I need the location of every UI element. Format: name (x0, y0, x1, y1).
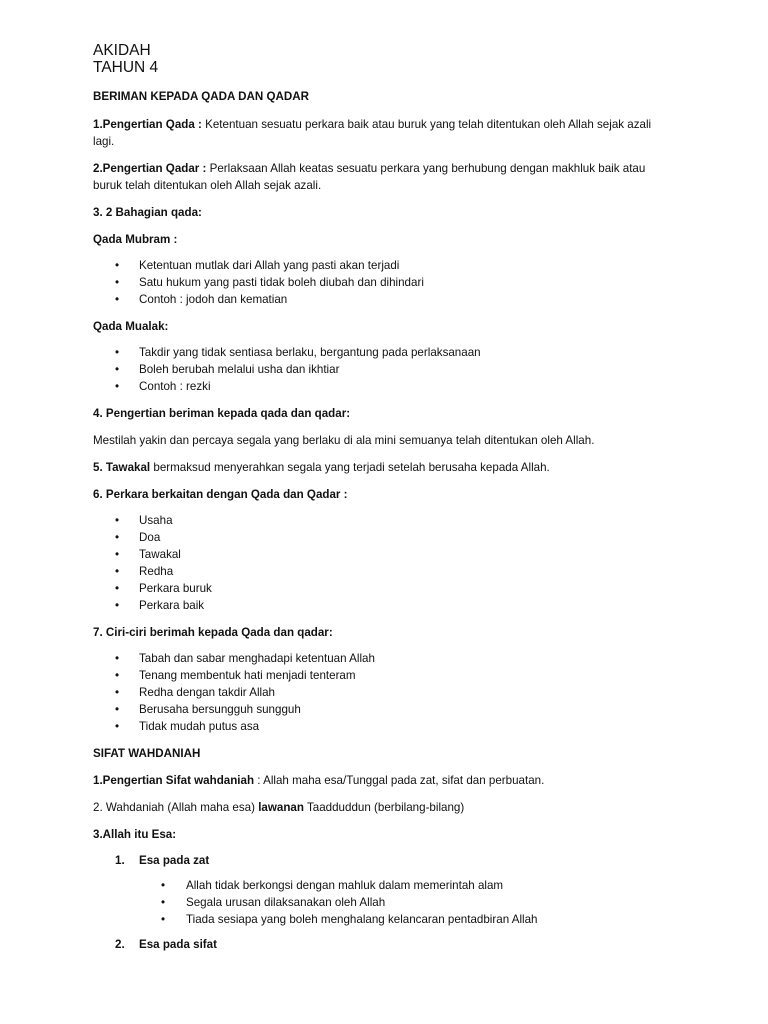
list-item: • Redha (93, 563, 673, 580)
heading-pengertian-beriman: 4. Pengertian beriman kepada qada dan qadar: (93, 407, 351, 420)
heading-allah-itu-esa: 3.Allah itu Esa: (93, 828, 177, 841)
item-label: Esa pada zat (139, 854, 210, 867)
list-item: • Perkara baik (93, 597, 673, 614)
list-item: • Redha dengan takdir Allah (93, 684, 673, 701)
document-title (93, 42, 673, 76)
list-item: • Boleh berubah melalui usha dan ikhtiar (93, 361, 673, 378)
list-perkara-berkaitan (93, 512, 673, 614)
list-qada-mualak (93, 344, 673, 395)
definition-qada-text: Ketentuan sesuatu perkara baik atau buruk yang telah ditentukan oleh Allah sejak azali lagi. (93, 118, 652, 148)
definition-sifat-wahdaniah-label: 1.Pengertian Sifat wahdaniah (93, 774, 255, 787)
list-item: • Tenang membentuk hati menjadi tenteram (93, 667, 673, 684)
definition-qadar (93, 160, 673, 194)
wahdaniah-prefix: 2. Wahdaniah (Allah maha esa) (93, 801, 259, 814)
sublist-esa-zat (139, 877, 673, 928)
text-wahdaniah-lawanan (93, 799, 673, 816)
definition-qadar-text: Perlaksaan Allah keatas sesuatu perkara yang berhubung dengan makhluk baik atau buruk telah ditentukan oleh Allah sejak azali. (93, 162, 646, 192)
heading-qada-mualak: Qada Mualak: (93, 320, 169, 333)
title-year: TAHUN 4 (93, 59, 159, 76)
definition-sifat-wahdaniah-text: : Allah maha esa/Tunggal pada zat, sifat dan perbuatan. (254, 774, 545, 787)
heading-qada-mubram: Qada Mubram : (93, 233, 178, 246)
list-item: • Takdir yang tidak sentiasa berlaku, bergantung pada perlaksanaan (93, 344, 673, 361)
wahdaniah-lawanan-word: lawanan (258, 801, 304, 814)
numbered-item-esa-sifat (93, 936, 673, 953)
list-item: • Segala urusan dilaksanakan oleh Allah (139, 894, 673, 911)
definition-qada (93, 116, 673, 150)
item-number: 1. (115, 854, 125, 867)
section-heading-qada-qadar: BERIMAN KEPADA QADA DAN QADAR (93, 90, 309, 103)
list-item: • Satu hukum yang pasti tidak boleh diubah dan dihindari (93, 274, 673, 291)
item-number: 2. (115, 938, 125, 951)
numbered-item-esa-zat (93, 852, 673, 928)
list-item: • Berusaha bersungguh sungguh (93, 701, 673, 718)
list-item: • Tidak mudah putus asa (93, 718, 673, 735)
definition-qadar-label: 2.Pengertian Qadar : (93, 162, 207, 175)
title-subject: AKIDAH (93, 42, 151, 59)
list-ciri-ciri (93, 650, 673, 735)
list-allah-itu-esa (93, 852, 673, 953)
heading-perkara-berkaitan: 6. Perkara berkaitan dengan Qada dan Qadar : (93, 488, 348, 501)
list-item: • Doa (93, 529, 673, 546)
definition-tawakal-text: bermaksud menyerahkan segala yang terjadi setelah berusaha kepada Allah. (150, 461, 550, 474)
list-item: • Contoh : jodoh dan kematian (93, 291, 673, 308)
section-heading-sifat-wahdaniah: SIFAT WAHDANIAH (93, 747, 201, 760)
list-item: • Contoh : rezki (93, 378, 673, 395)
list-item: • Tawakal (93, 546, 673, 563)
list-item: • Tabah dan sabar menghadapi ketentuan Allah (93, 650, 673, 667)
heading-bahagian-qada: 3. 2 Bahagian qada: (93, 206, 202, 219)
list-item: • Ketentuan mutlak dari Allah yang pasti akan terjadi (93, 257, 673, 274)
definition-tawakal (93, 459, 673, 476)
wahdaniah-suffix: Taadduddun (berbilang-bilang) (303, 801, 465, 814)
definition-qada-label: 1.Pengertian Qada : (93, 118, 202, 131)
list-qada-mubram (93, 257, 673, 308)
list-item: • Perkara buruk (93, 580, 673, 597)
text-pengertian-beriman: Mestilah yakin dan percaya segala yang berlaku di ala mini semuanya telah ditentukan oleh Allah. (93, 434, 595, 447)
list-item: • Allah tidak berkongsi dengan mahluk dalam memerintah alam (139, 877, 673, 894)
heading-ciri-ciri: 7. Ciri-ciri berimah kepada Qada dan qadar: (93, 626, 333, 639)
item-label: Esa pada sifat (139, 938, 217, 951)
definition-tawakal-label: 5. Tawakal (93, 461, 151, 474)
document-content (93, 42, 673, 953)
list-item: • Tiada sesiapa yang boleh menghalang kelancaran pentadbiran Allah (139, 911, 673, 928)
list-item: • Usaha (93, 512, 673, 529)
definition-sifat-wahdaniah (93, 772, 673, 789)
